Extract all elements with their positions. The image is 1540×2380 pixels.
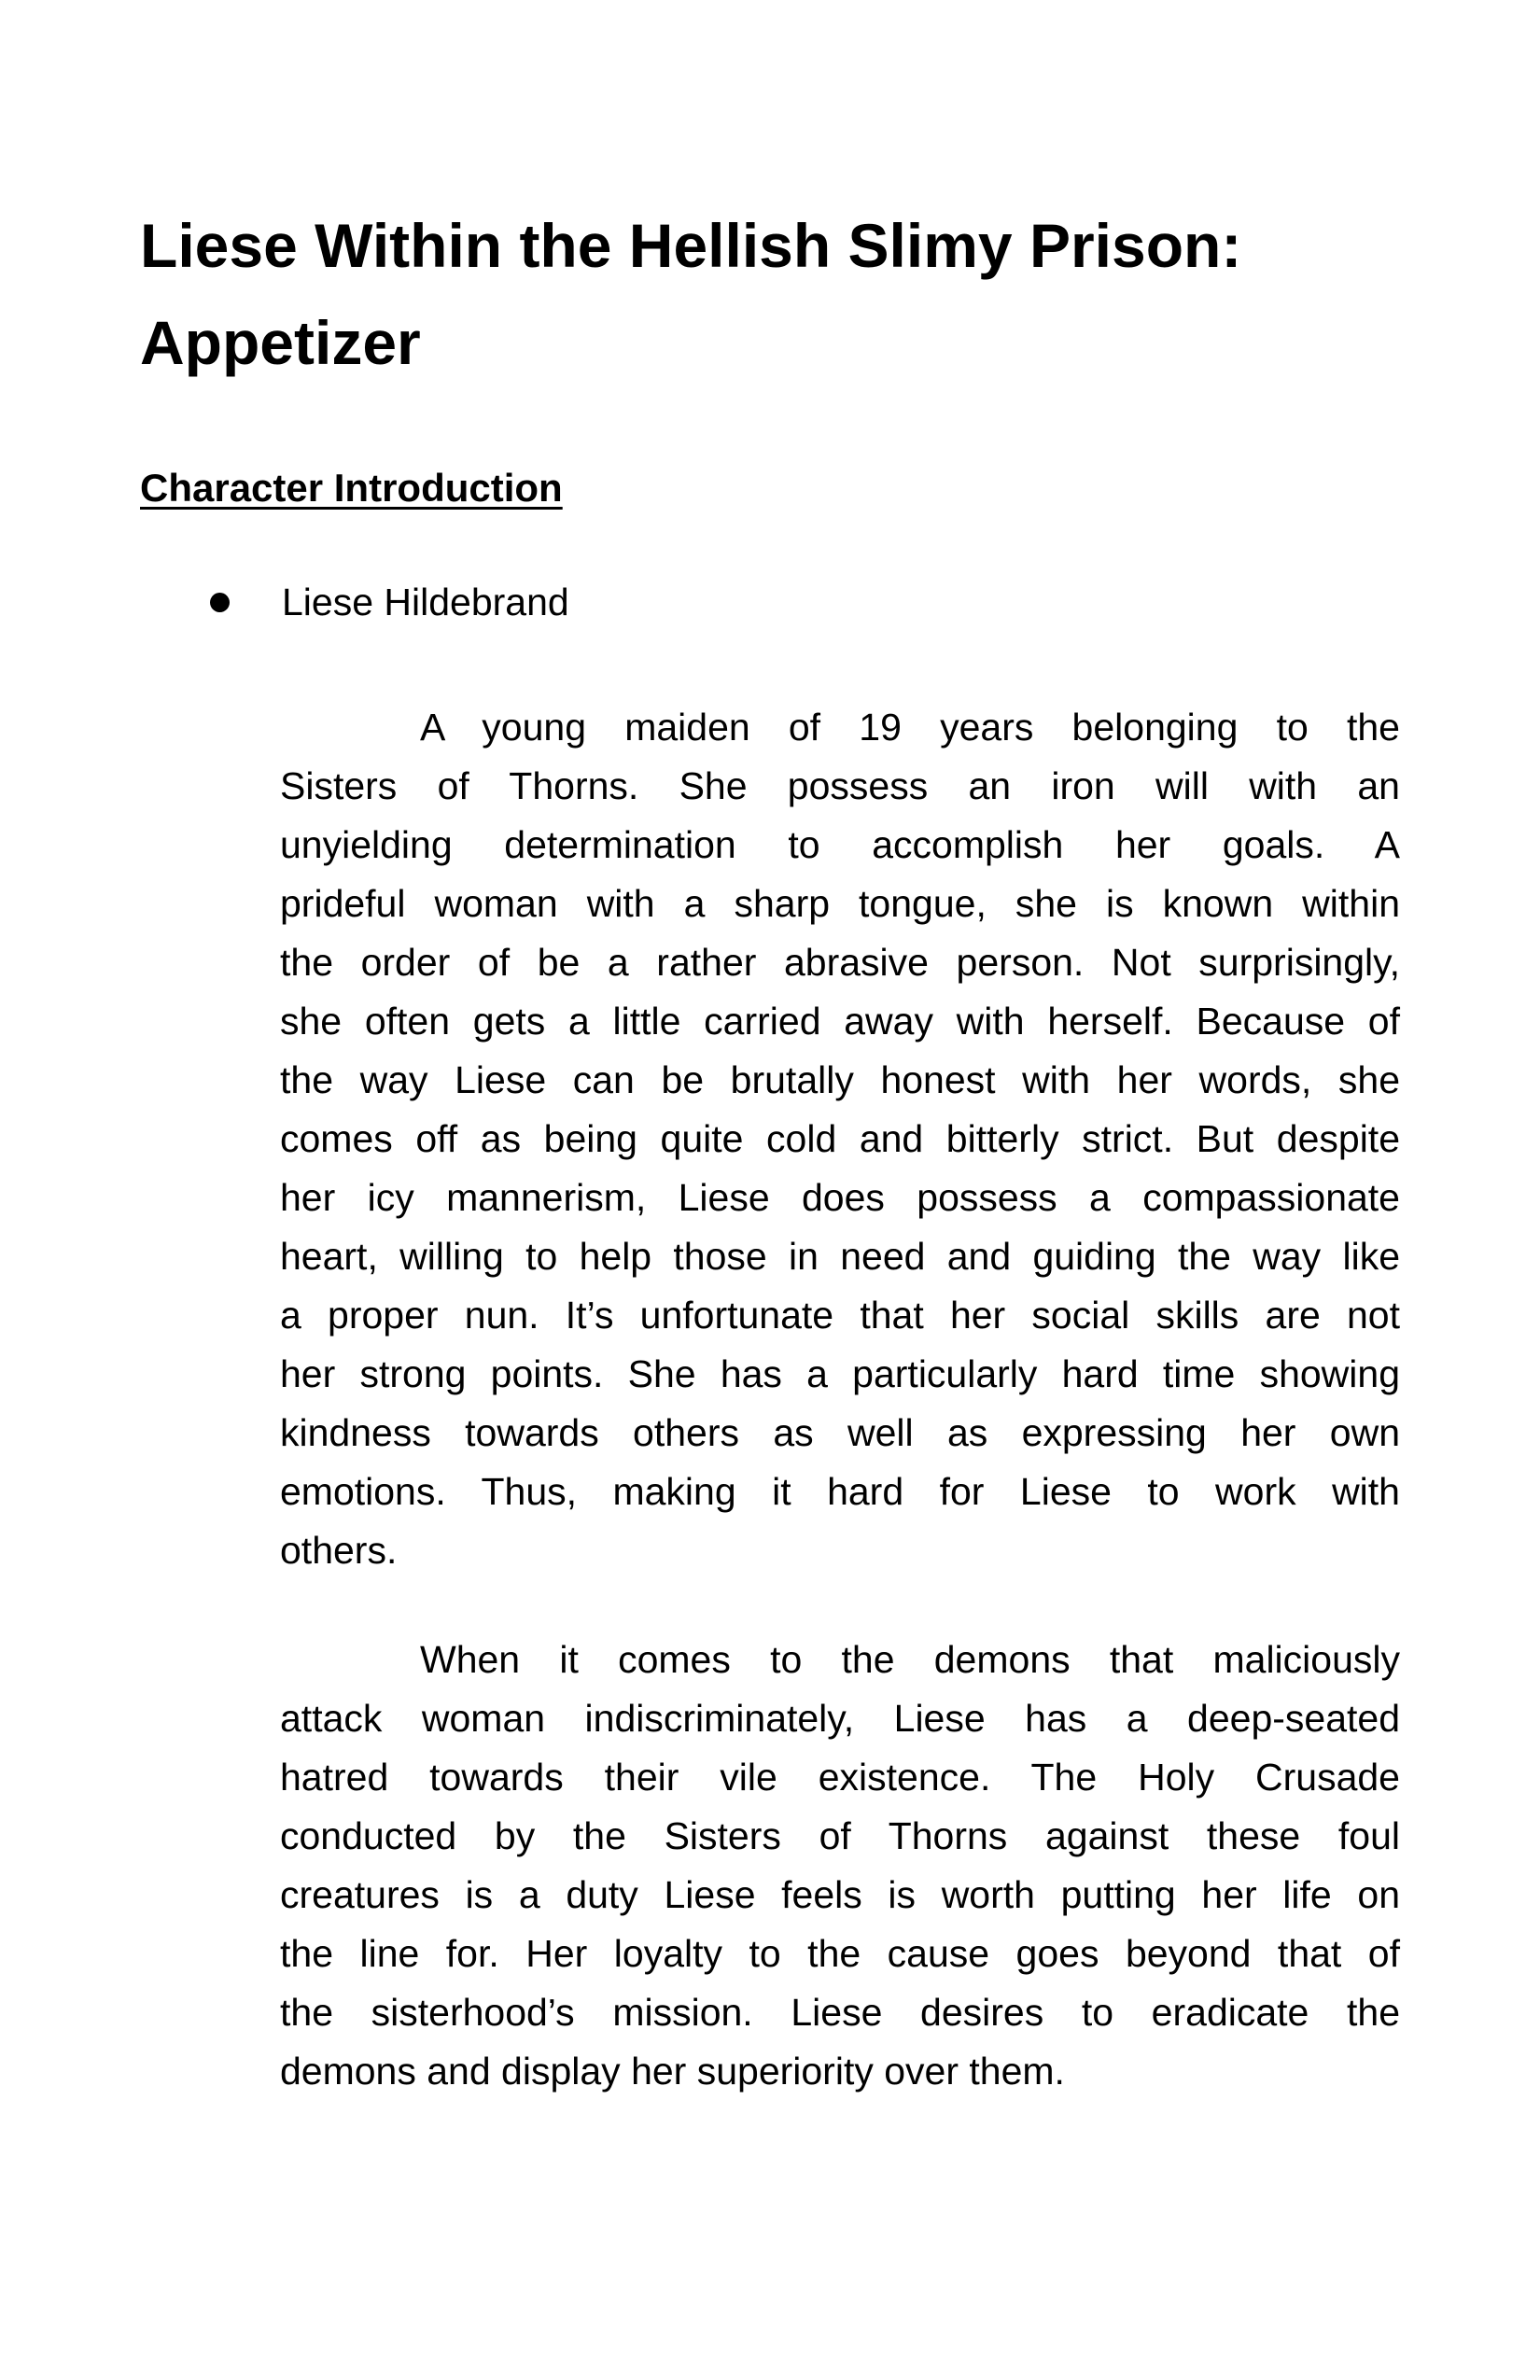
text-line: unyielding determination to accomplish her goals. A [280,823,1400,866]
text-line: Sisters of Thorns. She possess an iron will with an [280,764,1400,807]
text-line: heart, willing to help those in need and guiding the way like [280,1235,1400,1278]
text-line: the order of be a rather abrasive person. Not surprisingly, [280,941,1400,984]
section-heading: Character Introduction [140,466,563,510]
bullet-icon [210,593,230,612]
text-line: kindness towards others as well as expressing her own [280,1411,1400,1454]
text-line: the sisterhood’s mission. Liese desires to eradicate the [280,1991,1400,2034]
text-line: others. [280,1529,398,1572]
paragraph-character-description [280,698,1400,1580]
text-line: the line for. Her loyalty to the cause goes beyond that of [280,1932,1400,1975]
document-title [140,197,1400,391]
text-line: Liese Within the Hellish Slimy Prison: [140,211,1242,280]
text-line: prideful woman with a sharp tongue, she is known within [280,882,1400,925]
text-line: hatred towards their vile existence. The Holy Crusade [280,1756,1400,1799]
text-line: Appetizer [140,308,421,377]
text-line: her strong points. She has a particularly hard time showing [280,1352,1400,1395]
text-line: When it comes to the demons that maliciously [420,1638,1400,1681]
list-item [210,573,1400,632]
bullet-label: Liese Hildebrand [282,581,569,623]
text-line: creatures is a duty Liese feels is worth putting her life on [280,1873,1400,1916]
text-line: A young maiden of 19 years belonging to the [420,706,1400,749]
text-line: attack woman indiscriminately, Liese has a deep-seated [280,1697,1400,1740]
paragraph-demon-hatred [280,1631,1400,2101]
text-line: demons and display her superiority over them. [280,2050,1065,2093]
text-line: she often gets a little carried away with herself. Because of [280,1000,1400,1043]
text-line: the way Liese can be brutally honest with her words, she [280,1058,1400,1101]
text-line: her icy mannerism, Liese does possess a compassionate [280,1176,1400,1219]
text-line: emotions. Thus, making it hard for Liese to work with [280,1470,1400,1513]
text-line: conducted by the Sisters of Thorns against these foul [280,1814,1400,1857]
text-line: comes off as being quite cold and bitterly strict. But despite [280,1117,1400,1160]
text-line: a proper nun. It’s unfortunate that her social skills are not [280,1294,1400,1337]
